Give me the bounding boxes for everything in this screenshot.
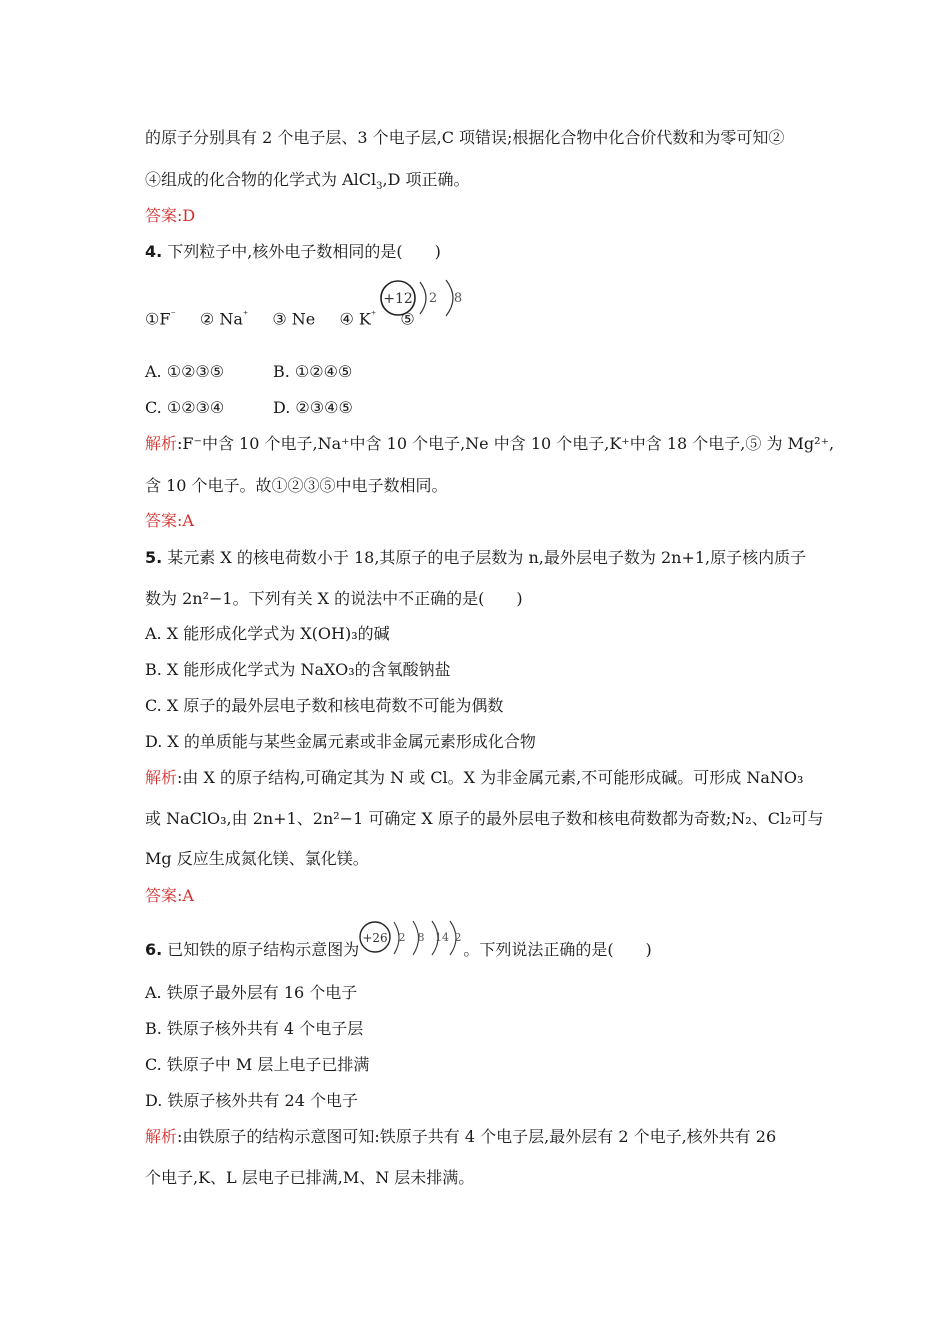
shell-arc-2 [446,280,453,316]
q6-option-c: C. 铁原子中 M 层上电子已排满 [145,1055,370,1074]
q6-stem: 6. 已知铁的原子结构示意图为 。下列说法正确的是( ) [145,940,652,959]
q4-analysis-2: 含 10 个电子。故①②③⑤中电子数相同。 [145,476,448,495]
q4-option-a: A. ①②③⑤ [145,362,225,381]
q4-options-row-2 [145,398,353,418]
q5-stem-1: 5. 某元素 X 的核电荷数小于 18,其原子的电子层数为 n,最外层电子数为 2n+1,原子核内质子 [145,548,807,567]
q5-analysis-3: Mg 反应生成氮化镁、氯化镁。 [145,849,369,868]
q6-option-b: B. 铁原子核外共有 4 个电子层 [145,1019,364,1038]
intro-line-2: ④组成的化合物的化学式为 AlCl$_3$,D 项正确。 [145,170,470,193]
q6-analysis-1: 解析:由铁原子的结构示意图可知:铁原子共有 4 个电子层,最外层有 2 个电子,核外共有 26 [145,1127,777,1146]
q4-option-c: C. ①②③④ [145,398,225,417]
shell-3-count: 14 [435,931,449,944]
q5-option-c: C. X 原子的最外层电子数和核电荷数不可能为偶数 [145,696,504,715]
iron-structure-diagram [358,918,466,960]
q5-stem-2: 数为 2n²−1。下列有关 X 的说法中不正确的是( ) [145,589,523,608]
nucleus-label: +12 [383,291,413,307]
q5-option-a: A. X 能形成化学式为 X(OH)₃的碱 [145,624,390,643]
q4-answer: 答案:A [145,511,194,530]
mg-ion-structure-diagram [378,276,468,320]
q5-answer: 答案:A [145,886,194,905]
q4-analysis-1: 解析:F⁻中含 10 个电子,Na⁺中含 10 个电子,Ne 中含 10 个电子,K⁺中含 18 个电子,⑤ 为 Mg²⁺, [145,434,835,453]
q4-options-row-1 [145,362,352,382]
nucleus-label: +26 [362,931,388,945]
shell-1-count: 2 [398,931,406,944]
q5-analysis-1: 解析:由 X 的原子结构,可确定其为 N 或 Cl。X 为非金属元素,不可能形成碱。可形成 NaNO₃ [145,768,804,787]
shell-1-count: 2 [428,291,438,306]
q4-option-d: D. ②③④⑤ [273,398,353,417]
intro-answer: 答案:D [145,206,196,225]
shell-2-count: 8 [453,291,463,306]
q5-option-d: D. X 的单质能与某些金属元素或非金属元素形成化合物 [145,732,536,751]
shell-4-count: 2 [454,931,462,944]
q4-particles: ①F⁻ ② Na⁺ ③ Ne ④ K⁺ ⑤ [145,309,415,329]
shell-2-count: 8 [417,931,425,944]
q4-stem: 4. 下列粒子中,核外电子数相同的是( ) [145,242,441,261]
q6-option-d: D. 铁原子核外共有 24 个电子 [145,1091,358,1110]
q6-analysis-2: 个电子,K、L 层电子已排满,M、N 层未排满。 [145,1168,475,1187]
q5-analysis-2: 或 NaClO₃,由 2n+1、2n²−1 可确定 X 原子的最外层电子数和核电荷数都为奇数;N₂、Cl₂可与 [145,809,824,828]
q5-option-b: B. X 能形成化学式为 NaXO₃的含氧酸钠盐 [145,660,451,679]
q6-option-a: A. 铁原子最外层有 16 个电子 [145,983,358,1002]
q4-option-b: B. ①②④⑤ [273,362,353,381]
intro-line-1: 的原子分别具有 2 个电子层、3 个电子层,C 项错误;根据化合物中化合价代数和为零可知② [145,128,785,147]
shell-arc-1 [420,282,426,314]
